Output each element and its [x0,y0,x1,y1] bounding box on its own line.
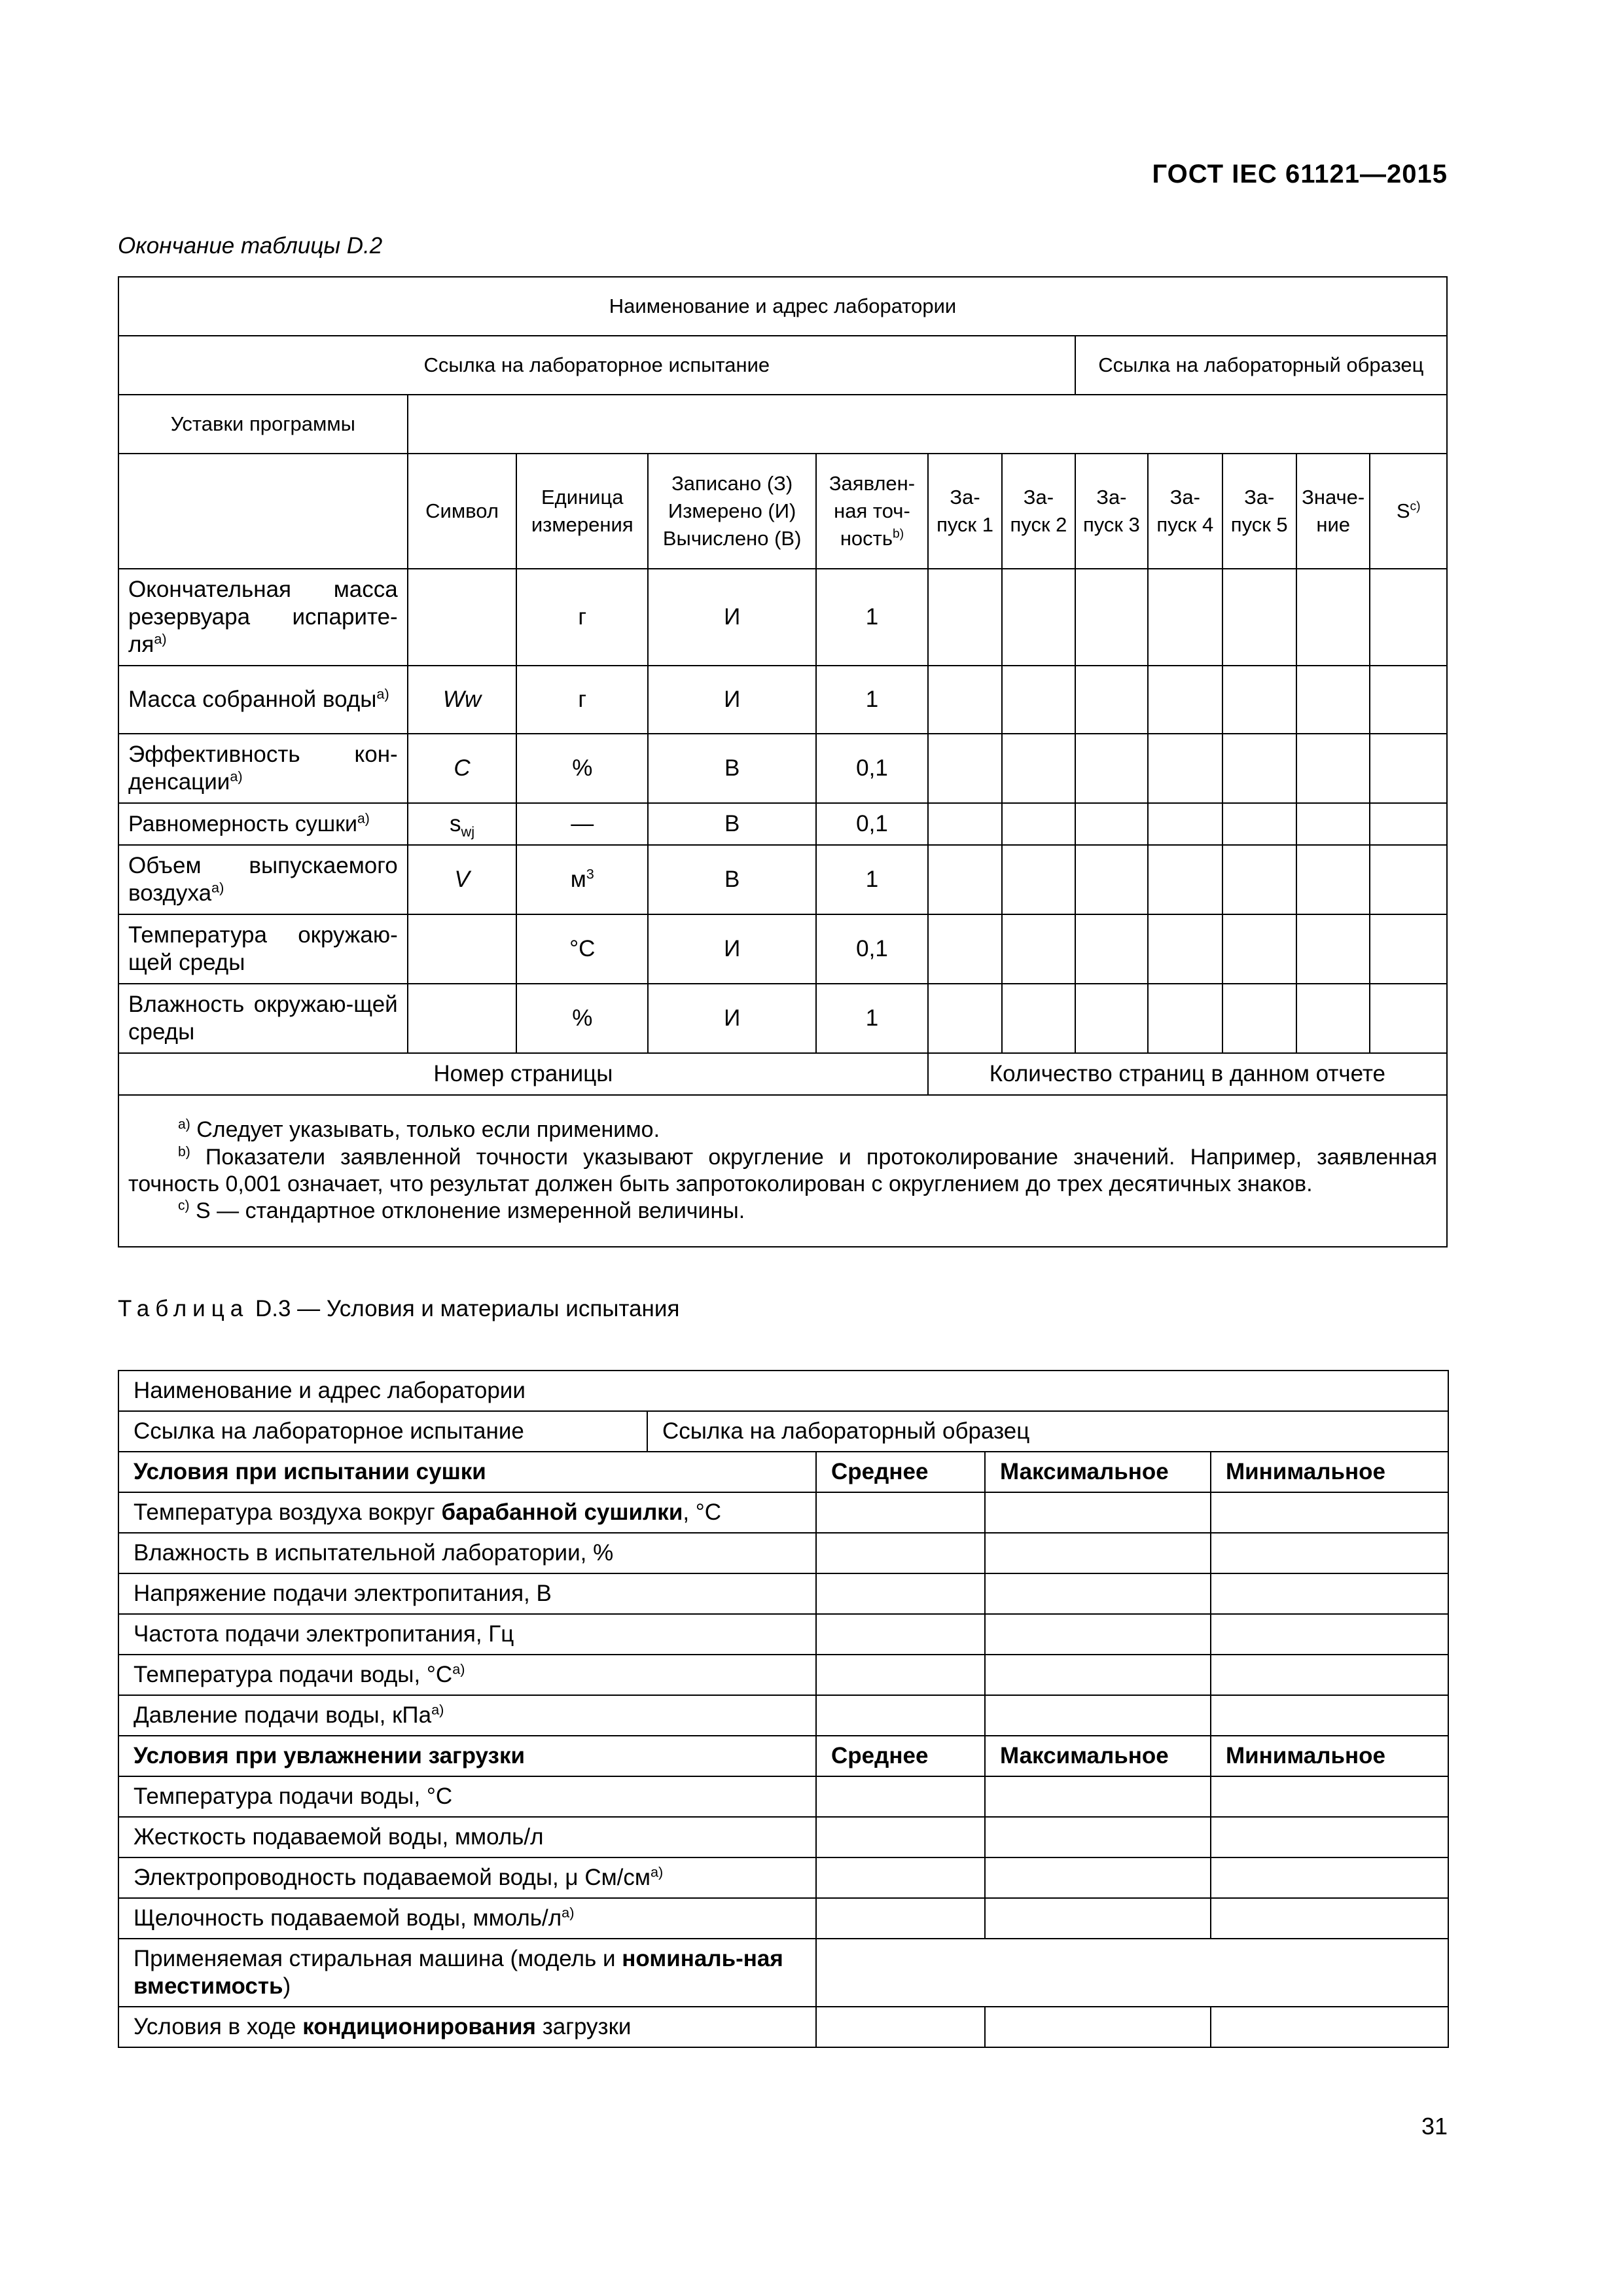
program-settings-value [408,395,1447,454]
section-header-row [118,1452,1448,1492]
table-row [118,734,1447,803]
std-dev-cell [1370,914,1447,984]
condition-text: Частота подачи электропитания, Гц [134,1621,514,1647]
symbol-text: s [450,811,461,837]
table-row [118,1695,1448,1736]
condition-text: загрузки [535,2014,632,2039]
table-row [118,1898,1448,1939]
run-header-line: пуск 5 [1230,513,1288,536]
table-row [118,1614,1448,1655]
recorded-cell: В [648,734,816,803]
min-cell [1211,1655,1448,1695]
table-d3-title [118,1296,679,1322]
avg-header: Среднее [816,1452,985,1492]
run-1-header [928,454,1002,569]
run-cell [928,803,1002,845]
max-cell [985,1817,1211,1857]
table-title-text: D.3 — Условия и материалы испытания [255,1296,680,1321]
run-cell [928,666,1002,734]
accuracy-cell: 0,1 [816,803,928,845]
symbol-cell [408,569,517,666]
min-header: Минимальное [1211,1736,1448,1776]
unit-cell: — [516,803,648,845]
value-cell [1296,569,1370,666]
unit-header-line: Единица [541,486,624,509]
condition-cell [118,1655,816,1695]
test-reference-cell: Ссылка на лабораторное испытание [118,1411,647,1452]
value-cell [1296,666,1370,734]
condition-text: ) [283,1973,291,1999]
parameter-cell [118,914,408,984]
condition-cell [118,1492,816,1533]
footnote-mark: a) [154,630,167,647]
table-row [118,1857,1448,1898]
condition-text: Влажность в испытательной лаборатории, % [134,1540,614,1566]
table-row [118,1533,1448,1573]
unit-header [516,454,648,569]
machine-value-cell [816,1939,1448,2007]
recorded-cell: В [648,845,816,914]
value-header-line: ние [1316,513,1351,536]
min-cell [1211,1817,1448,1857]
table-row [118,845,1447,914]
table-row [118,2007,1448,2047]
table-label: Таблица [118,1296,249,1321]
value-header-line: Значе- [1302,486,1365,509]
value-cell [1296,845,1370,914]
condition-text: Температура подачи воды, °С [134,1784,453,1809]
run-cell [928,569,1002,666]
table-d2 [118,276,1448,1247]
symbol-cell: C [408,734,517,803]
symbol-cell: Ww [408,666,517,734]
page-number-cell: Номер страницы [118,1053,928,1095]
parameter-cell [118,845,408,914]
max-cell [985,1533,1211,1573]
footnote-text: S — стандартное отклонение измеренной величины. [196,1198,745,1224]
run-header-line: пуск 3 [1082,513,1140,536]
avg-header: Среднее [816,1736,985,1776]
unit-cell: г [516,666,648,734]
recorded-cell: В [648,803,816,845]
value-header [1296,454,1370,569]
condition-cell [118,1898,816,1939]
run-4-header [1148,454,1222,569]
value-cell [1296,914,1370,984]
sample-reference-cell: Ссылка на лабораторный образец [1075,336,1447,395]
run-cell [1002,803,1075,845]
run-cell [1222,914,1296,984]
run-cell [1148,803,1222,845]
avg-cell [816,1492,985,1533]
condition-cell [118,1614,816,1655]
accuracy-header [816,454,928,569]
condition-emphasis: кондиционирования [302,2014,536,2039]
section-title: Условия при испытании сушки [118,1452,816,1492]
footnote-mark: b) [893,527,904,541]
program-settings-cell: Уставки программы [118,395,408,454]
avg-cell [816,1817,985,1857]
parameter-cell [118,569,408,666]
avg-cell [816,1695,985,1736]
run-cell [928,984,1002,1053]
run-header-line: пуск 2 [1010,513,1067,536]
run-cell [1002,914,1075,984]
parameter-header [118,454,408,569]
condition-cell [118,1857,816,1898]
min-cell [1211,1695,1448,1736]
run-cell [1222,845,1296,914]
unit-exponent: 3 [586,865,594,882]
condition-text: Давление подачи воды, кПа [134,1702,432,1728]
std-dev-cell [1370,984,1447,1053]
footnotes [118,1095,1447,1247]
avg-cell [816,1655,985,1695]
unit-text: м [570,867,586,893]
run-cell [1148,666,1222,734]
value-cell [1296,984,1370,1053]
footnote-mark: a) [211,879,224,896]
accuracy-header-line: ность [840,526,893,550]
parameter-name: Температура окружаю-щей среды [128,922,398,975]
run-header-line: За- [1023,486,1054,509]
recorded-cell: И [648,914,816,984]
accuracy-cell: 0,1 [816,734,928,803]
avg-cell [816,1533,985,1573]
run-cell [1075,803,1148,845]
footnote-mark: a) [376,685,389,702]
run-header-line: пуск 1 [936,513,993,536]
section-title: Условия при увлажнении загрузки [118,1736,816,1776]
accuracy-cell: 1 [816,569,928,666]
table-row [118,1817,1448,1857]
parameter-name: Влажность окружаю-щей среды [128,992,398,1045]
footnote-mark: a) [230,768,243,785]
recorded-header [648,454,816,569]
run-cell [1222,569,1296,666]
run-header-line: пуск 4 [1156,513,1214,536]
table-row [118,914,1447,984]
run-cell [1148,984,1222,1053]
parameter-cell [118,666,408,734]
table-row [118,1939,1448,2007]
symbol-header: Символ [408,454,517,569]
run-header-line: За- [1096,486,1127,509]
run-cell [1075,569,1148,666]
parameter-cell [118,734,408,803]
table-row [118,1655,1448,1695]
accuracy-cell: 0,1 [816,914,928,984]
condition-text: Напряжение подачи электропитания, В [134,1581,552,1606]
accuracy-cell: 1 [816,984,928,1053]
footnote [128,1117,1437,1143]
run-cell [1075,666,1148,734]
value-cell [1296,803,1370,845]
footnote-text: Следует указывать, только если применимо. [196,1117,660,1143]
min-cell [1211,1573,1448,1614]
parameter-name: Масса собранной воды [128,687,377,712]
table-row [118,1492,1448,1533]
accuracy-cell: 1 [816,845,928,914]
condition-cell [118,1939,816,2007]
footnote-text: Показатели заявленной точности указывают округление и протоколирование значений. Например, заявленная точность 0,001 означает, что результат должен быть запротоколирован с округлением до трех десятичных знаков. [128,1144,1437,1196]
footnote [128,1144,1437,1198]
run-cell [1222,803,1296,845]
std-dev-header [1370,454,1447,569]
avg-cell [816,1573,985,1614]
recorded-cell: И [648,984,816,1053]
unit-cell: г [516,569,648,666]
footnote-mark: c) [178,1198,190,1214]
table-row [118,569,1447,666]
std-dev-cell [1370,803,1447,845]
condition-text: , °С [683,1499,722,1525]
footnote-mark: b) [178,1144,190,1160]
run-cell [1002,734,1075,803]
symbol-cell [408,984,517,1053]
run-5-header [1222,454,1296,569]
condition-cell [118,1695,816,1736]
footnote-mark: a) [452,1660,465,1677]
lab-name-cell: Наименование и адрес лаборатории [118,1371,1448,1411]
symbol-cell [408,803,517,845]
min-header: Минимальное [1211,1452,1448,1492]
max-header: Максимальное [985,1736,1211,1776]
lab-name-cell: Наименование и адрес лаборатории [118,277,1447,336]
run-cell [928,734,1002,803]
condition-cell [118,1776,816,1817]
footnote-mark: a) [357,811,370,827]
condition-text: Жесткость подаваемой воды, ммоль/л [134,1824,544,1850]
run-header-line: За- [950,486,980,509]
max-cell [985,1898,1211,1939]
condition-emphasis: барабанной сушилки [441,1499,683,1525]
run-cell [1075,914,1148,984]
condition-cell [118,1817,816,1857]
max-cell [985,1695,1211,1736]
table-row [118,803,1447,845]
run-header-line: За- [1244,486,1275,509]
page-number: 31 [1421,2113,1448,2140]
min-cell [1211,1898,1448,1939]
condition-text: Температура подачи воды, °С [134,1662,453,1687]
document-id: ГОСТ IEC 61121—2015 [1152,160,1448,188]
max-cell [985,2007,1211,2047]
footnote [128,1198,1437,1225]
unit-cell: °С [516,914,648,984]
column-header-row [118,454,1447,569]
avg-cell [816,1857,985,1898]
run-cell [1075,984,1148,1053]
min-cell [1211,1776,1448,1817]
run-cell [1222,666,1296,734]
run-cell [1002,666,1075,734]
condition-cell [118,1573,816,1614]
page-count-cell: Количество страниц в данном отчете [928,1053,1447,1095]
max-cell [985,1776,1211,1817]
max-header: Максимальное [985,1452,1211,1492]
avg-cell [816,1898,985,1939]
table-row [118,1776,1448,1817]
run-2-header [1002,454,1075,569]
table-row [118,984,1447,1053]
condition-text: Электропроводность подаваемой воды, μ См/см [134,1865,651,1890]
parameter-name: Эффективность кон-денсации [128,742,398,795]
section-header-row [118,1736,1448,1776]
run-cell [1075,734,1148,803]
parameter-cell [118,803,408,845]
max-cell [985,1655,1211,1695]
test-reference-cell: Ссылка на лабораторное испытание [118,336,1075,395]
min-cell [1211,1492,1448,1533]
avg-cell [816,1614,985,1655]
max-cell [985,1857,1211,1898]
accuracy-header-line: ная точ- [834,499,910,523]
table-d3 [118,1370,1449,2048]
table-row [118,666,1447,734]
std-dev-cell [1370,666,1447,734]
parameter-name: Окончательная масса резервуара испарите-ля [128,577,398,657]
run-cell [1222,734,1296,803]
unit-header-line: измерения [531,513,633,536]
std-dev-cell [1370,845,1447,914]
min-cell [1211,1614,1448,1655]
run-cell [928,914,1002,984]
max-cell [985,1573,1211,1614]
condition-text: Щелочность подаваемой воды, ммоль/л [134,1905,562,1931]
symbol-cell [408,914,517,984]
footnote-mark: a) [650,1863,664,1880]
min-cell [1211,1857,1448,1898]
footnote-mark: a) [562,1904,575,1921]
condition-text: Применяемая стиральная машина (модель и [134,1946,622,1971]
footnote-mark: a) [431,1701,444,1718]
min-cell [1211,1533,1448,1573]
run-cell [1002,845,1075,914]
parameter-cell [118,984,408,1053]
run-cell [1222,984,1296,1053]
condition-emphasis: номиналь-ная вместимость [134,1946,783,1999]
run-cell [1148,734,1222,803]
recorded-header-line: Вычислено (В) [662,526,802,550]
std-dev-symbol: S [1396,499,1410,522]
recorded-cell: И [648,569,816,666]
parameter-name: Объем выпускаемого воздуха [128,853,398,906]
run-cell [1075,845,1148,914]
std-dev-cell [1370,569,1447,666]
run-cell [1148,569,1222,666]
symbol-cell: V [408,845,517,914]
run-cell [1002,569,1075,666]
run-header-line: За- [1169,486,1200,509]
min-cell [1211,2007,1448,2047]
run-cell [1148,914,1222,984]
symbol-subscript: wj [461,823,475,840]
std-dev-cell [1370,734,1447,803]
max-cell [985,1492,1211,1533]
table-row [118,1573,1448,1614]
run-cell [1148,845,1222,914]
value-cell [1296,734,1370,803]
recorded-cell: И [648,666,816,734]
condition-cell [118,2007,816,2047]
condition-text: Условия в ходе [134,2014,303,2039]
run-cell [928,845,1002,914]
unit-cell: % [516,734,648,803]
accuracy-cell: 1 [816,666,928,734]
unit-cell: % [516,984,648,1053]
max-cell [985,1614,1211,1655]
footnote-mark: a) [178,1117,190,1132]
accuracy-header-line: Заявлен- [829,472,916,495]
recorded-header-line: Записано (З) [671,472,793,495]
avg-cell [816,1776,985,1817]
recorded-header-line: Измерено (И) [668,499,796,523]
avg-cell [816,2007,985,2047]
run-cell [1002,984,1075,1053]
parameter-name: Равномерность сушки [128,811,357,836]
sample-reference-cell: Ссылка на лабораторный образец [647,1411,1448,1452]
unit-cell [516,845,648,914]
condition-text: Температура воздуха вокруг [134,1499,442,1525]
table-d2-caption: Окончание таблицы D.2 [118,233,383,259]
condition-cell [118,1533,816,1573]
run-3-header [1075,454,1148,569]
footnote-mark: c) [1410,499,1421,514]
